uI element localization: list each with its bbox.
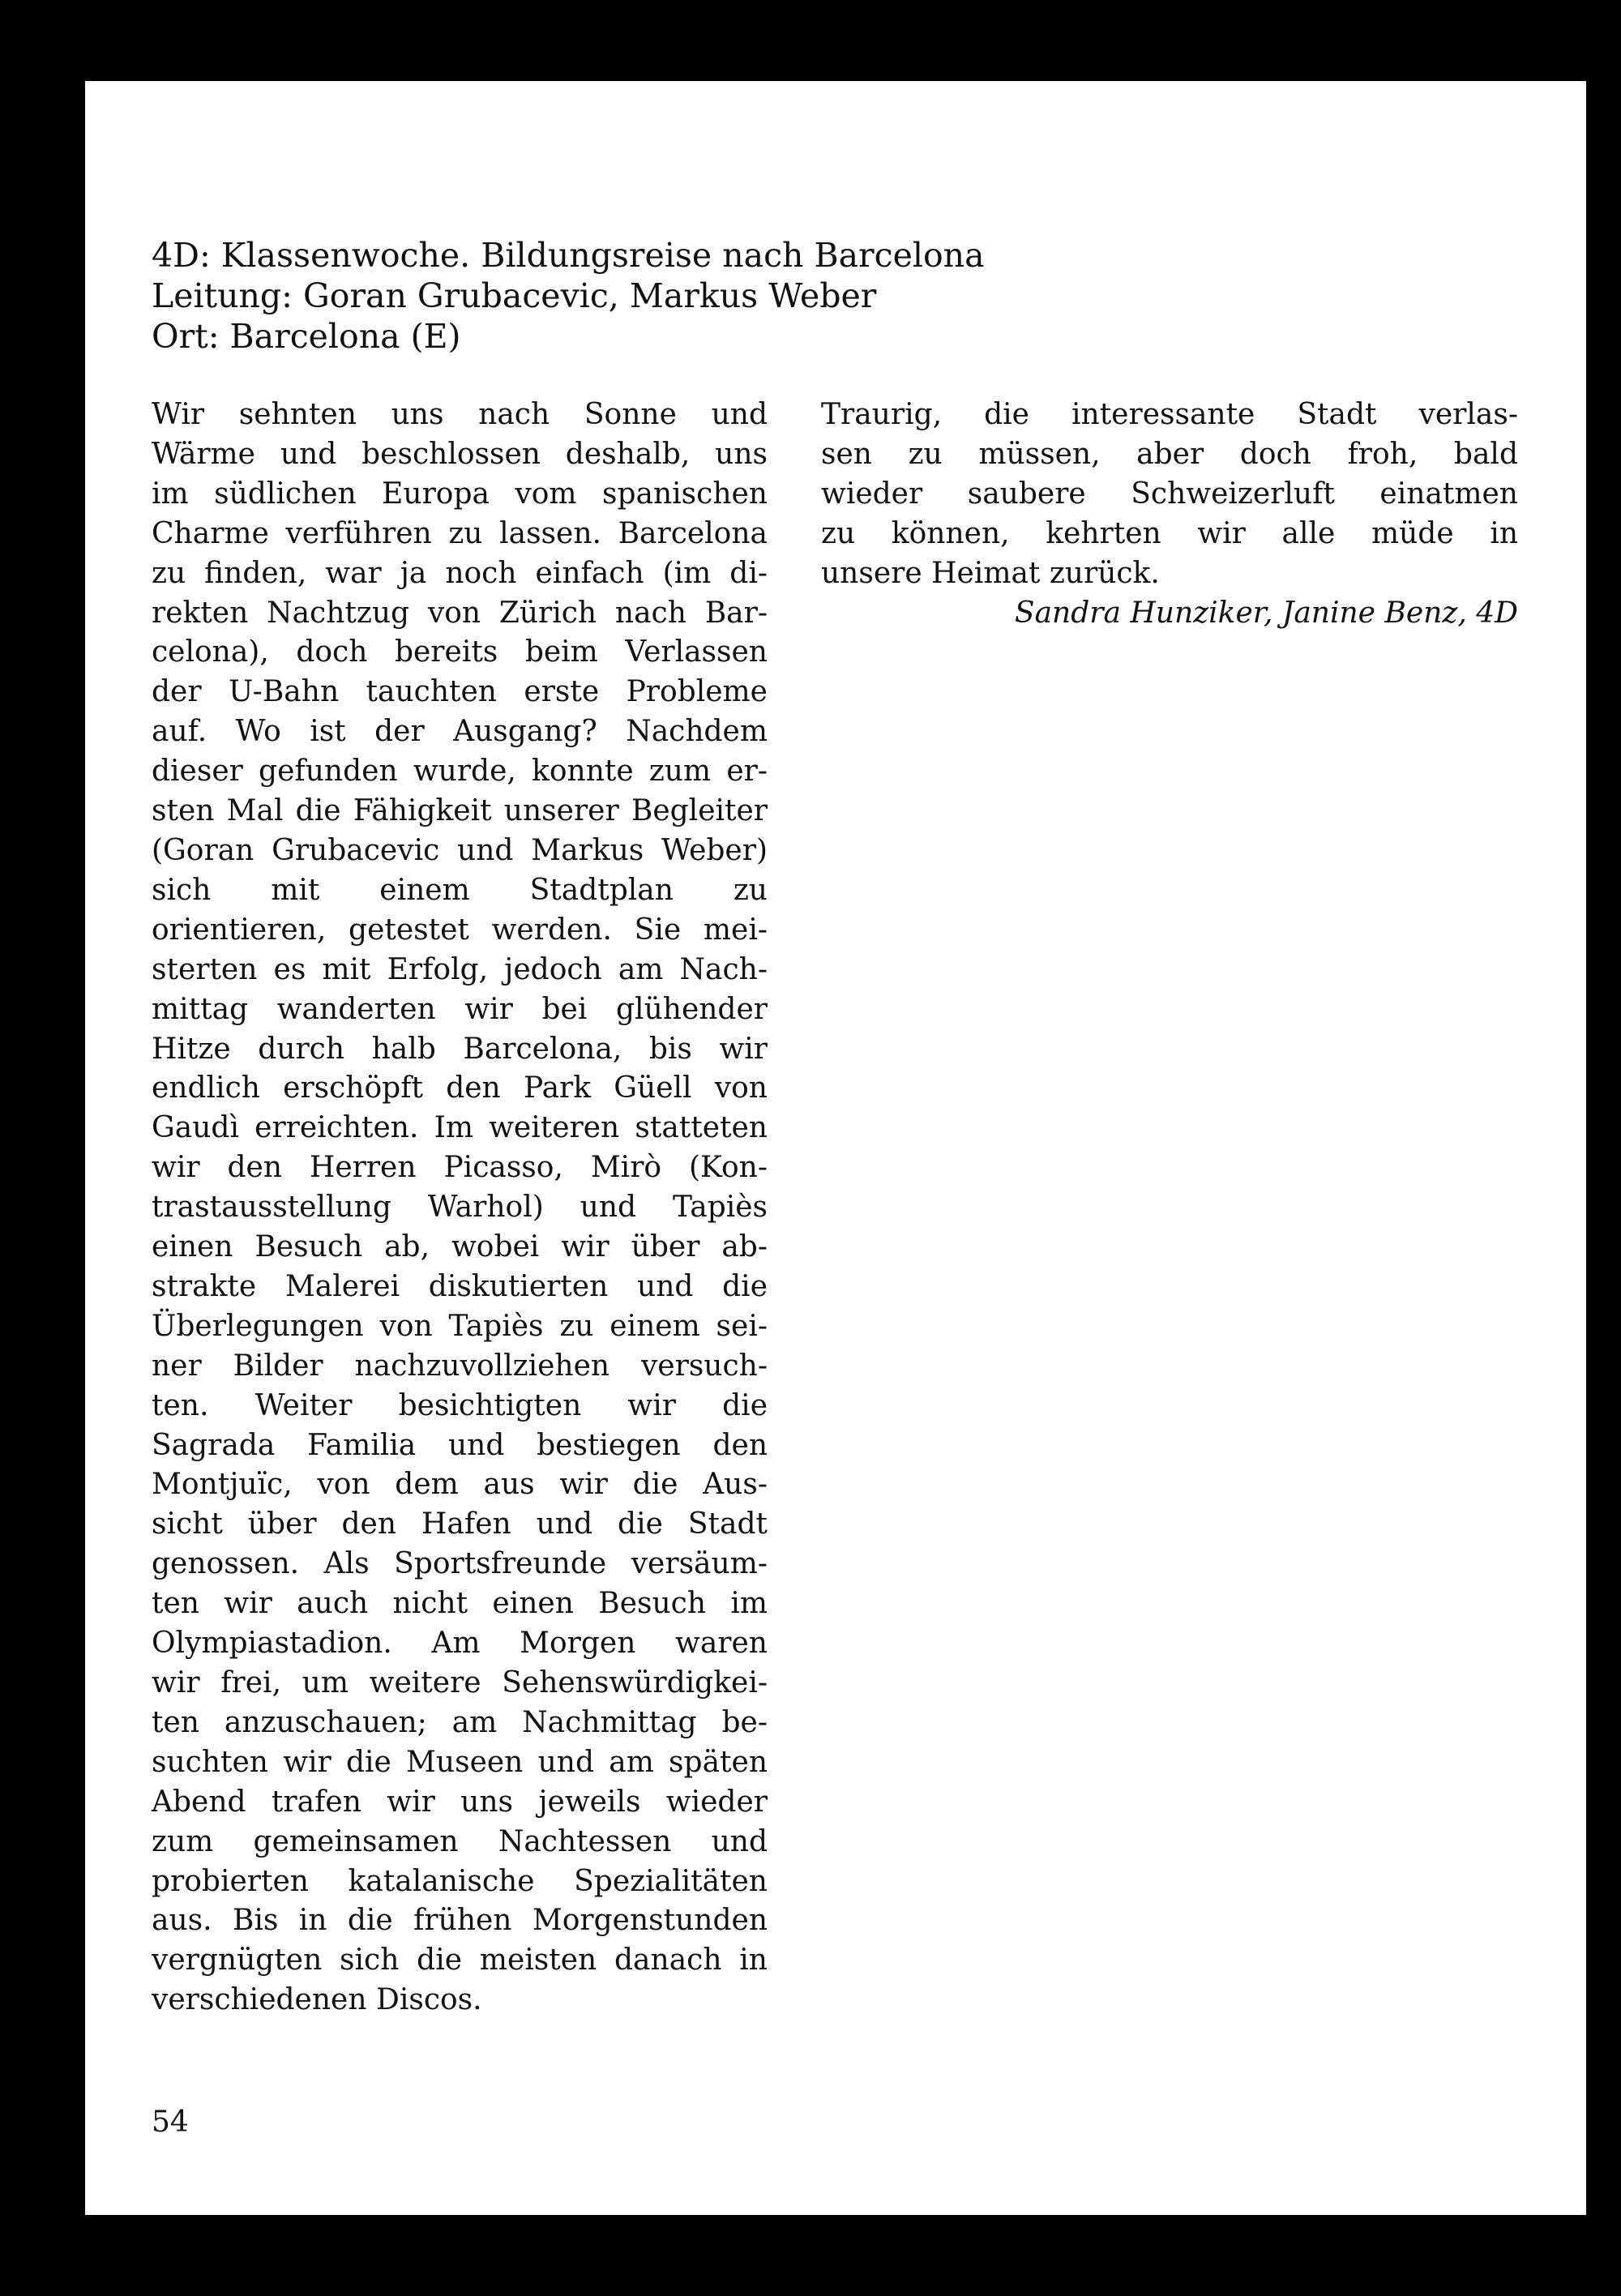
text-line: wir den Herren Picasso, Mirò (Kon- bbox=[152, 1151, 768, 1185]
text-line: Wir sehnten uns nach Sonne und bbox=[152, 398, 768, 431]
text-line: im südlichen Europa vom spanischen bbox=[152, 477, 768, 511]
text-line: ten. Weiter besichtigten wir die bbox=[152, 1388, 768, 1422]
text-line: Sagrada Familia und bestiegen den bbox=[152, 1428, 768, 1462]
article-header bbox=[152, 235, 985, 357]
left-text-column bbox=[152, 395, 768, 2020]
page-number: 54 bbox=[152, 2106, 189, 2139]
text-line: Gaudì erreichten. Im weiteren statteten bbox=[152, 1111, 768, 1145]
text-line: zum gemeinsamen Nachtessen und bbox=[152, 1824, 768, 1858]
text-line: ner Bilder nachzuvollziehen versuch- bbox=[152, 1349, 768, 1383]
text-line: ten anzuschauen; am Nachmittag be- bbox=[152, 1705, 768, 1739]
text-line: der U-Bahn tauchten erste Probleme bbox=[152, 675, 768, 709]
text-line: sicht über den Hafen und die Stadt bbox=[152, 1507, 768, 1541]
article-leitung: Leitung: Goran Grubacevic, Markus Weber bbox=[152, 276, 877, 315]
text-line: trastausstellung Warhol) und Tapiès bbox=[152, 1191, 768, 1225]
text-line: sen zu müssen, aber doch froh, bald bbox=[821, 437, 1518, 471]
text-line: Hitze durch halb Barcelona, bis wir bbox=[152, 1032, 768, 1066]
text-line: Montjuïc, von dem aus wir die Aus- bbox=[152, 1468, 768, 1502]
text-line: aus. Bis in die frühen Morgenstunden bbox=[152, 1904, 768, 1938]
text-line: auf. Wo ist der Ausgang? Nachdem bbox=[152, 715, 768, 749]
text-line: Traurig, die interessante Stadt verlas- bbox=[821, 398, 1518, 431]
text-line: (Goran Grubacevic und Markus Weber) bbox=[152, 833, 768, 867]
text-line: probierten katalanische Spezialitäten bbox=[152, 1864, 768, 1898]
right-text-column bbox=[821, 395, 1518, 633]
article-title: 4D: Klassenwoche. Bildungsreise nach Barcelona bbox=[152, 236, 985, 275]
text-line: rekten Nachtzug von Zürich nach Bar- bbox=[152, 596, 768, 630]
text-line: Olympiastadion. Am Morgen waren bbox=[152, 1627, 768, 1661]
text-line: sten Mal die Fähigkeit unserer Begleiter bbox=[152, 794, 768, 828]
text-line: strakte Malerei diskutierten und die bbox=[152, 1269, 768, 1303]
text-line: sich mit einem Stadtplan zu bbox=[152, 873, 768, 907]
text-line: zu können, kehrten wir alle müde in bbox=[821, 516, 1518, 550]
text-line: sterten es mit Erfolg, jedoch am Nach- bbox=[152, 952, 768, 986]
text-line: orientieren, getestet werden. Sie mei- bbox=[152, 913, 768, 947]
text-line: unsere Heimat zurück. bbox=[821, 556, 1160, 590]
text-line: einen Besuch ab, wobei wir über ab- bbox=[152, 1230, 768, 1264]
text-line: ten wir auch nicht einen Besuch im bbox=[152, 1587, 768, 1621]
text-line: mittag wanderten wir bei glühender bbox=[152, 992, 768, 1026]
text-line: celona), doch bereits beim Verlassen bbox=[152, 635, 768, 669]
text-line: Überlegungen von Tapiès zu einem sei- bbox=[152, 1309, 768, 1343]
text-line: wieder saubere Schweizerluft einatmen bbox=[821, 477, 1518, 511]
text-line: Wärme und beschlossen deshalb, uns bbox=[152, 437, 768, 471]
author-signature: Sandra Hunziker, Janine Benz, 4D bbox=[1014, 596, 1518, 630]
document-page bbox=[85, 81, 1586, 2215]
text-line: dieser gefunden wurde, konnte zum er- bbox=[152, 755, 768, 789]
text-line: vergnügten sich die meisten danach in bbox=[152, 1943, 768, 1977]
text-line: zu finden, war ja noch einfach (im di- bbox=[152, 556, 768, 590]
text-line: Charme verführen zu lassen. Barcelona bbox=[152, 516, 768, 550]
text-line: verschiedenen Discos. bbox=[152, 1983, 482, 2017]
article-ort: Ort: Barcelona (E) bbox=[152, 317, 461, 356]
text-line: endlich erschöpft den Park Güell von bbox=[152, 1071, 768, 1105]
text-line: wir frei, um weitere Sehenswürdigkei- bbox=[152, 1666, 768, 1700]
text-line: suchten wir die Museen und am späten bbox=[152, 1745, 768, 1779]
text-line: Abend trafen wir uns jeweils wieder bbox=[152, 1785, 768, 1819]
text-line: genossen. Als Sportsfreunde versäum- bbox=[152, 1547, 768, 1581]
